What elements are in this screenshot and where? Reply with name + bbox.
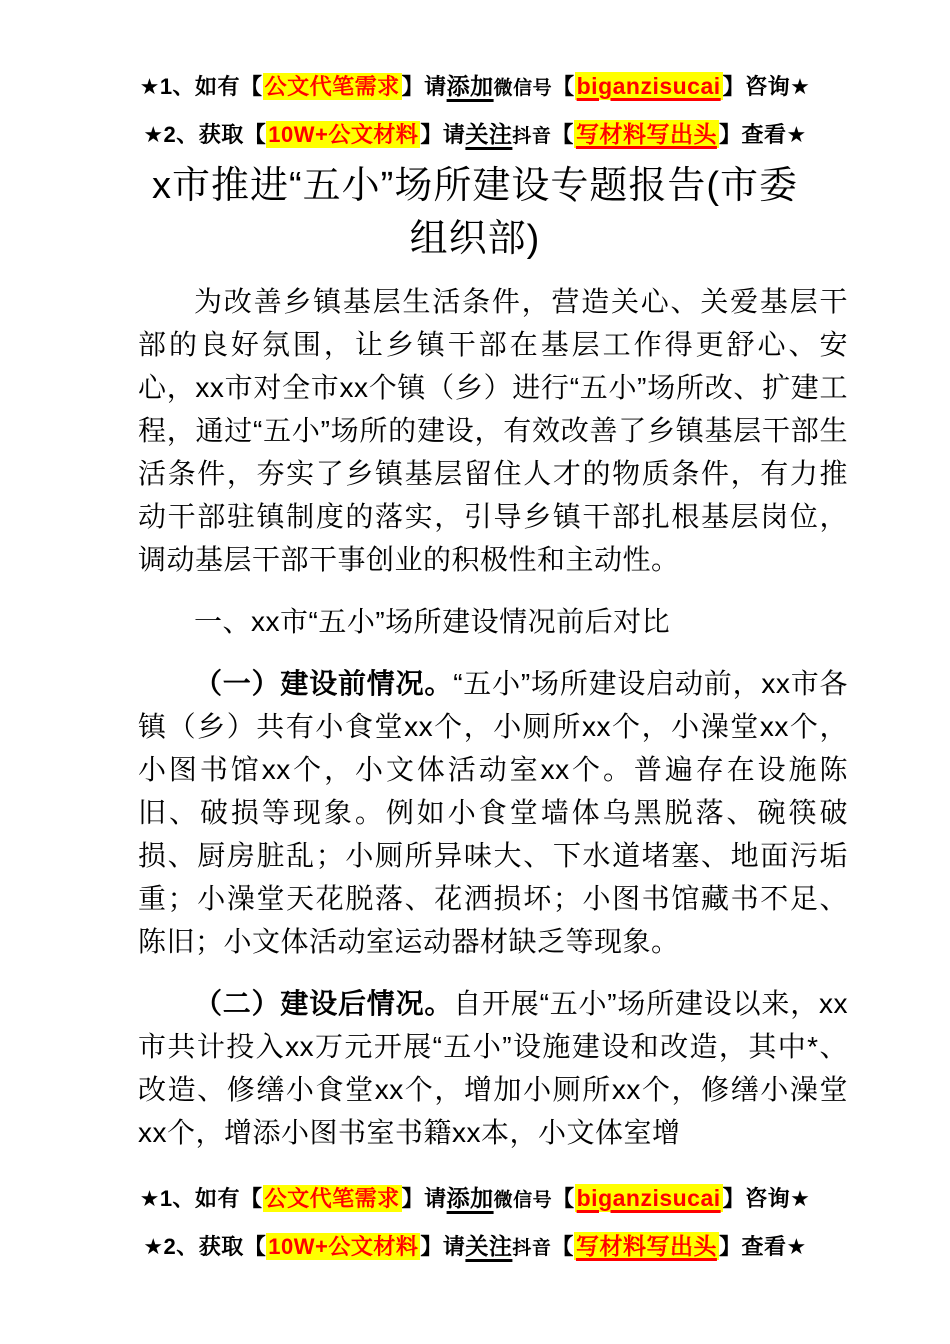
notice-segment: 公文代笔需求 [264,74,400,99]
notice-segment: ★1、如有【 [139,1186,263,1211]
notice-segment: 】请 [401,74,447,99]
notice-segment: 【 [552,74,575,99]
subsection-text-2: 自开展“五小”场所建设以来，xx市共计投入xx万元开展“五小”设施建设和改造，其中*、改造、修缮小食堂xx个，增加小厕所xx个，修缮小澡堂xx个，增添小图书室书籍xx本，小文体室增 [138,988,848,1148]
subsection-paragraph-1 [138,662,848,963]
notice-segment: 【 [551,1234,574,1259]
notice-segment: 微信号 [493,78,553,99]
notice-segment: ★2、获取【 [143,122,267,147]
notice-segment: 10W+公文材料 [268,122,419,147]
notice-segment: 】咨询★ [722,74,811,99]
notice-segment: 10W+公文材料 [268,1234,419,1259]
notice-segment: 抖音 [512,1238,552,1259]
document-title-line-1: x市推进“五小”场所建设专题报告(市委 [152,165,798,207]
promo-notice-line [0,112,950,160]
notice-segment: 】查看★ [718,1234,807,1259]
promo-notice-line [0,64,950,112]
promo-notice-line [0,1224,950,1272]
notice-segment: 】咨询★ [722,1186,811,1211]
notice-segment: 】请 [420,1234,466,1259]
notice-segment: 【 [552,1186,575,1211]
intro-paragraph: 为改善乡镇基层生活条件，营造关心、关爱基层干部的良好氛围，让乡镇干部在基层工作得更舒心、安心，xx市对全市xx个镇（乡）进行“五小”场所改、扩建工程，通过“五小”场所的建设，有效改善了乡镇基层干部生活条件，夯实了乡镇基层留住人才的物质条件，有力推动干部驻镇制度的落实，引导乡镇干部扎根基层岗位，调动基层干部干事创业的积极性和主动性。 [138,286,848,575]
notice-segment: 添加 [446,73,494,99]
notice-segment: 关注 [465,121,513,147]
notice-segment: 微信号 [493,1190,553,1211]
notice-segment: 写材料写出头 [575,121,717,147]
notice-segment: 公文代笔需求 [264,1186,400,1211]
notice-segment: ★2、获取【 [143,1234,267,1259]
subsection-lead-2: （二）建设后情况。 [194,988,454,1019]
notice-segment: 】请 [401,1186,447,1211]
promo-footer [0,1176,950,1272]
notice-segment: ★1、如有【 [139,74,263,99]
notice-segment: 【 [551,122,574,147]
document-body [0,280,950,1154]
subsection-lead-1: （一）建设前情况。 [194,668,454,699]
notice-segment: biganzisucai [576,73,721,99]
document-title-line-2: 组织部) [409,218,541,260]
document-title [0,160,950,266]
section-heading-1: 一、xx市“五小”场所建设情况前后对比 [194,606,671,637]
notice-segment: 关注 [465,1233,513,1259]
promo-notice-line [0,1176,950,1224]
promo-header [0,0,950,160]
notice-segment: 】查看★ [718,122,807,147]
notice-segment: 写材料写出头 [575,1233,717,1259]
subsection-text-1: “五小”场所建设启动前，xx市各镇（乡）共有小食堂xx个，小厕所xx个，小澡堂xx个，小图书馆xx个，小文体活动室xx个。普遍存在设施陈旧、破损等现象。例如小食堂墙体乌黑脱落、碗筷破损、厨房脏乱；小厕所异味大、下水道堵塞、地面污垢重；小澡堂天花脱落、花洒损坏；小图书馆藏书不足、陈旧；小文体活动室运动器材缺乏等现象。 [138,668,848,957]
notice-segment: 抖音 [512,126,552,147]
notice-segment: 添加 [446,1185,494,1211]
subsection-paragraph-2 [138,982,848,1154]
notice-segment: biganzisucai [576,1185,721,1211]
notice-segment: 】请 [420,122,466,147]
